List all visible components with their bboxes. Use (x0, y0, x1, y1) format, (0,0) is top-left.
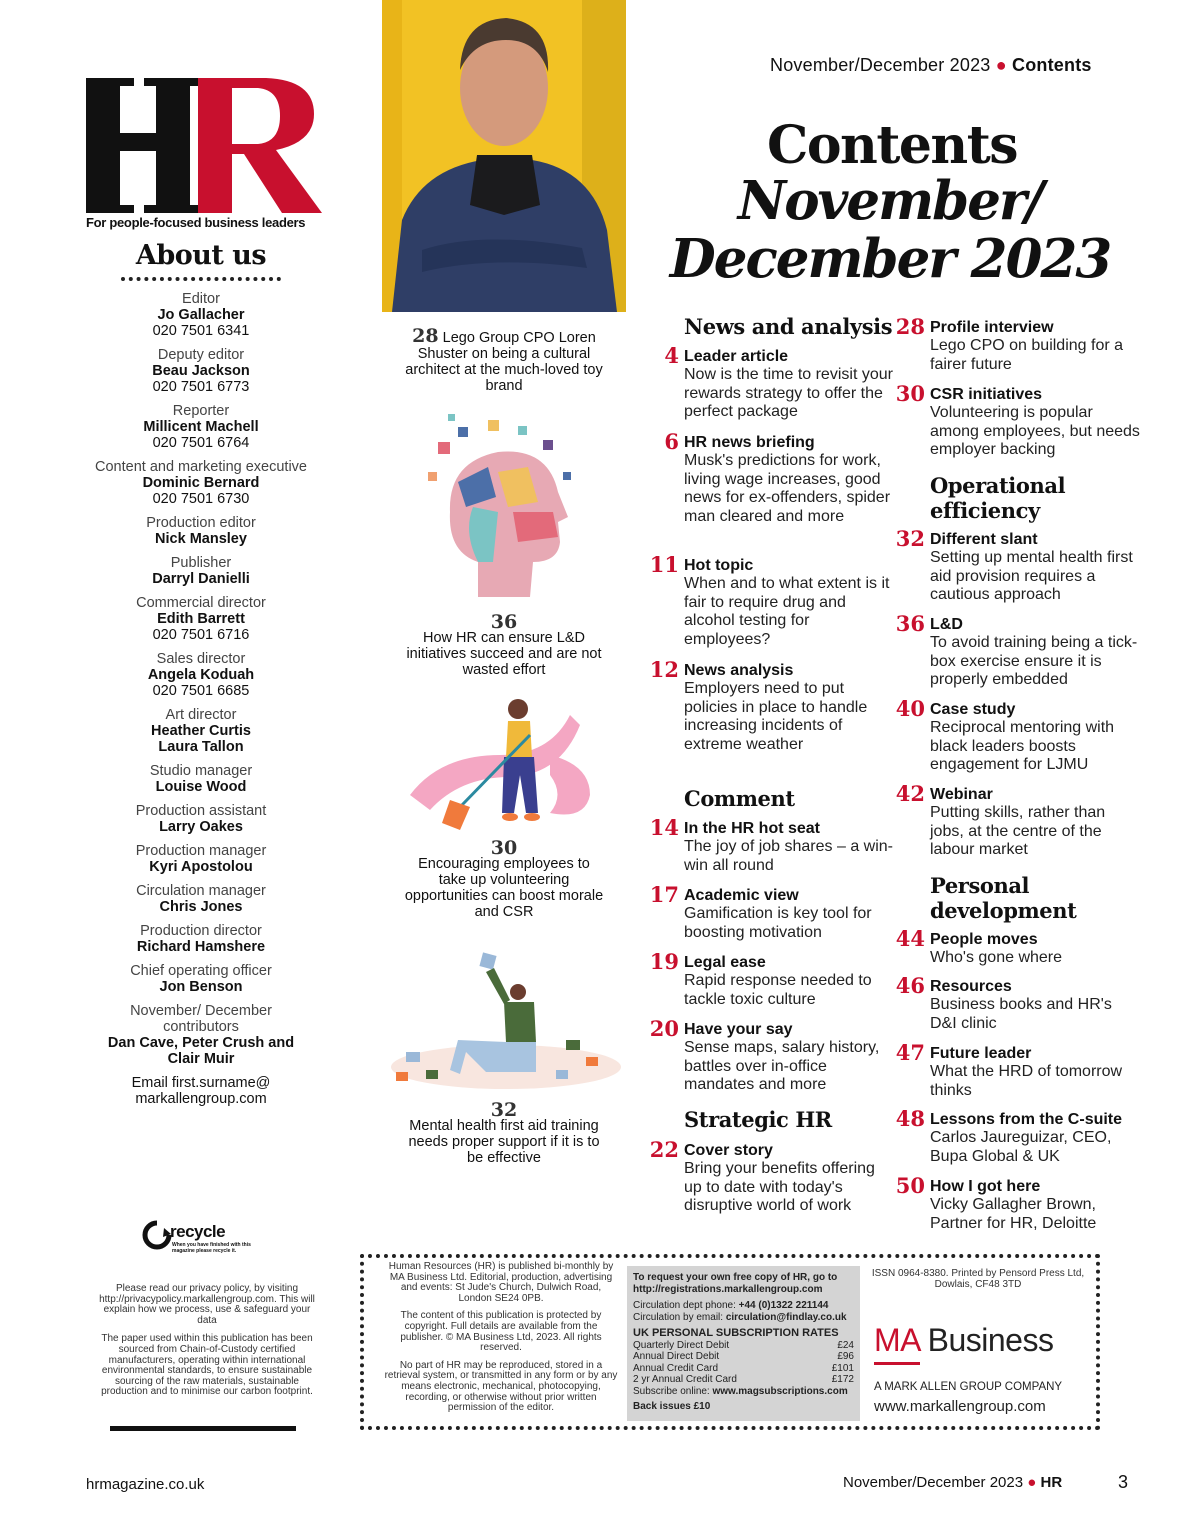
header-section: Contents (1012, 55, 1092, 75)
caption-ld (404, 611, 604, 678)
staff-list (95, 291, 307, 1067)
staff-name: Jon Benson (159, 979, 243, 995)
section-personal-development (930, 873, 1076, 923)
entry-description: Lego CPO on building for a fairer future (930, 337, 1124, 373)
cover-photo (382, 0, 626, 312)
section-line: development (930, 898, 1077, 923)
section-strategic-hr: Strategic HR (684, 1107, 832, 1132)
entry-page-number: 36 (895, 611, 925, 636)
about-title: About us (135, 240, 267, 271)
staff-phone: 020 7501 6764 (152, 435, 250, 451)
contents-subtitle-line1: November/ (737, 170, 1043, 232)
staff-entry (95, 515, 307, 547)
group-company: A MARK ALLEN GROUP COMPANY (874, 1381, 1063, 1393)
entry-description: What the HRD of tomorrow thinks (930, 1063, 1123, 1099)
staff-role: Circulation manager (136, 883, 266, 899)
staff-phone: 020 7501 6341 (152, 323, 250, 339)
publisher-text (384, 1262, 618, 1421)
staff-name: Kyri Apostolou (149, 859, 253, 875)
staff-phone: 020 7501 6773 (152, 379, 250, 395)
staff-role: Reporter (172, 403, 230, 419)
entry-title: Case study (930, 701, 1016, 718)
staff-phone: 020 7501 6685 (152, 683, 250, 699)
caption-text: Lego Group CPO Loren Shuster on being a cultural architect at the much-loved toy brand (405, 330, 603, 394)
rate-price: £24 (837, 1339, 854, 1351)
staff-role: Content and marketing executive (95, 459, 307, 475)
reproduction-text: No part of HR may be reproduced, stored in a retrieval system, or transmitted in any form or by any means electronic, mechanical, photocopying, recording, or otherwise without prior written permission of the editor. (384, 1359, 618, 1414)
footer-issue (843, 1474, 1062, 1491)
entry-title: News analysis (684, 662, 794, 679)
email-label: Email (131, 1075, 168, 1091)
entry-title: Hot topic (684, 557, 754, 574)
ma-logo-underline (874, 1362, 920, 1365)
entry-page-number: 6 (664, 429, 679, 454)
entry-page-number: 11 (649, 552, 679, 577)
contents-entry[interactable] (895, 314, 1140, 374)
entry-description: Now is the time to revisit your rewards strategy to offer the perfect package (684, 366, 893, 420)
entry-page-number: 4 (664, 343, 679, 368)
rate-row (633, 1351, 854, 1363)
staff-name: Darryl Danielli (152, 571, 250, 587)
entry-title: Webinar (930, 786, 993, 803)
entry-page-number: 19 (649, 949, 679, 974)
entry-description: When and to what extent is it fair to require drug and alcohol testing for employees? (684, 575, 890, 648)
staff-name: Laura Tallon (158, 739, 244, 755)
contents-entry[interactable] (649, 815, 894, 875)
puzzle-person-illustration (386, 952, 626, 1092)
entry-title: Leader article (684, 348, 789, 365)
contents-entry[interactable] (649, 882, 894, 942)
entry-title: In the HR hot seat (684, 820, 821, 837)
contents-entry[interactable] (895, 1106, 1140, 1166)
entry-description: Business books and HR's D&I clinic (930, 996, 1112, 1032)
contents-subtitle (660, 172, 1120, 288)
header-issue-date: November/December 2023 (770, 55, 991, 75)
staff-role: Art director (165, 707, 237, 723)
rate-row (633, 1340, 854, 1352)
caption-text: Mental health first aid training needs proper support if it is to be effective (408, 1118, 600, 1166)
staff-role: Production editor (146, 515, 256, 531)
entry-page-number: 32 (895, 526, 925, 551)
entry-title: HR news briefing (684, 434, 815, 451)
staff-entry (95, 651, 307, 699)
contents-entry[interactable] (895, 696, 1140, 775)
staff-phone: 020 7501 6716 (152, 627, 250, 643)
mosaic-head-illustration (418, 412, 588, 602)
entry-title: L&D (930, 616, 963, 633)
entry-description: Setting up mental health first aid provision requires a cautious approach (930, 549, 1133, 603)
caption-page: 36 (490, 611, 518, 633)
contents-title: Contents (766, 115, 1018, 176)
rate-label: Annual Credit Card (633, 1362, 719, 1374)
staff-role: Production director (140, 923, 262, 939)
request-text: To request your own free copy of HR, go to (633, 1272, 838, 1283)
staff-name: Jo Gallacher (157, 307, 245, 323)
contents-entry[interactable] (895, 611, 1140, 690)
staff-name: Angela Koduah (147, 667, 255, 683)
request-url[interactable]: http://registrations.markallengroup.com (633, 1283, 823, 1295)
contents-entry[interactable] (649, 949, 894, 1009)
rate-label: 2 yr Annual Credit Card (633, 1374, 737, 1385)
entry-page-number: 40 (895, 696, 925, 721)
staff-entry (95, 1003, 307, 1067)
section-line: efficiency (930, 498, 1040, 523)
entry-page-number: 28 (895, 314, 925, 339)
group-website[interactable]: www.markallengroup.com (874, 1398, 1046, 1415)
staff-name: Heather Curtis (151, 723, 251, 739)
staff-name: Millicent Machell (143, 419, 259, 435)
caption-page: 30 (490, 837, 518, 859)
staff-entry (95, 291, 307, 339)
entry-description: Musk's predictions for work, living wage increases, good news for ex-offenders, spider man cleared and more (684, 452, 891, 525)
staff-entry (95, 763, 307, 795)
recycle-note: When you have finished with this magazine please recycle it. (172, 1242, 251, 1254)
page-number: 3 (1118, 1472, 1129, 1492)
online-url[interactable]: www.magsubscriptions.com (712, 1385, 848, 1397)
contents-entry[interactable] (895, 973, 1140, 1033)
recycle-icon (142, 1220, 172, 1250)
privacy-policy-text: Please read our privacy policy, by visiting http://privacypolicy.markallengroup.com. This will explain how we process, use & safeguard your data (99, 1283, 315, 1326)
contents-entry[interactable] (895, 526, 1140, 605)
entry-title: How I got here (930, 1178, 1041, 1195)
entry-description: Gamification is key tool for boosting motivation (684, 905, 872, 941)
staff-role: Production manager (135, 843, 267, 859)
ma-logo-mark: MA (874, 1322, 920, 1358)
privacy-notice (96, 1284, 318, 1406)
entry-page-number: 20 (649, 1016, 679, 1041)
entry-title: CSR initiatives (930, 386, 1043, 403)
caption-cover (404, 325, 604, 394)
entry-description: Sense maps, salary history, battles over in-office mandates and more (684, 1039, 880, 1093)
staff-entry (95, 459, 307, 507)
staff-role: Deputy editor (157, 347, 245, 363)
staff-role: Commercial director (136, 595, 266, 611)
entry-page-number: 42 (895, 781, 925, 806)
staff-entry (95, 883, 307, 915)
staff-entry (95, 707, 307, 755)
entry-description: Who's gone where (930, 949, 1063, 966)
staff-email (95, 1075, 307, 1107)
rate-row (633, 1374, 854, 1386)
staff-role: Editor (182, 291, 220, 307)
footer-issue-date: November/December 2023 (843, 1474, 1024, 1491)
hr-logo (86, 78, 326, 213)
caption-page: 32 (490, 1099, 518, 1121)
online-label: Subscribe online: (633, 1385, 710, 1397)
phone-number: +44 (0)1322 221144 (738, 1300, 829, 1311)
entry-description: Vicky Gallagher Brown, Partner for HR, Deloitte (930, 1196, 1097, 1232)
contents-subtitle-line2: December 2023 (669, 228, 1111, 290)
entry-page-number: 17 (649, 882, 679, 907)
rate-label: Annual Direct Debit (633, 1351, 720, 1362)
rate-price: £101 (831, 1362, 854, 1374)
entry-page-number: 22 (649, 1137, 679, 1162)
section-operational-efficiency (930, 473, 1065, 523)
issn-printer: ISSN 0964-8380. Printed by Pensord Press Ltd, Dowlais, CF48 3TD (871, 1268, 1085, 1290)
rate-row (633, 1363, 854, 1375)
entry-description: Carlos Jaureguizar, CEO, Bupa Global & UK (930, 1129, 1112, 1165)
footer-mag: HR (1040, 1474, 1063, 1491)
caption-text: How HR can ensure L&D initiatives succeed and are not wasted effort (406, 630, 602, 678)
entry-title: Future leader (930, 1045, 1032, 1062)
contents-entry[interactable] (649, 1137, 894, 1216)
rate-price: £96 (837, 1351, 854, 1362)
entry-description: The joy of job shares – a win-win all round (684, 838, 893, 874)
contents-entry[interactable] (664, 343, 894, 422)
staff-entry (95, 595, 307, 643)
staff-entry (95, 403, 307, 451)
staff-name: Larry Oakes (159, 819, 243, 835)
contents-entry[interactable] (895, 381, 1140, 460)
staff-role: Sales director (156, 651, 246, 667)
contents-entry[interactable] (649, 1016, 894, 1095)
copyright-text: The content of this publication is protected by copyright. Full details are available from the publisher. © MA Business Ltd, 2023. All rights reserved. (400, 1310, 602, 1354)
rate-price: £172 (831, 1374, 854, 1385)
staff-name: Nick Mansley (155, 531, 247, 547)
divider-bar (110, 1426, 296, 1431)
dotted-divider (121, 277, 281, 281)
entry-page-number: 30 (895, 381, 925, 406)
entry-title: Different slant (930, 531, 1038, 548)
bullet-icon: ● (1027, 1474, 1037, 1491)
staff-name: Chris Jones (159, 899, 243, 915)
caption-mental-health (404, 1099, 604, 1166)
back-issues: Back issues £10 (633, 1401, 711, 1412)
contents-entry[interactable] (895, 1040, 1140, 1100)
staff-role: November/ December contributors (130, 1003, 272, 1035)
entry-page-number: 44 (895, 926, 925, 951)
staff-entry (95, 843, 307, 875)
entry-page-number: 48 (895, 1106, 925, 1131)
caption-text: Encouraging employees to take up volunteering opportunities can boost morale and CSR (404, 856, 604, 920)
rates-title: UK PERSONAL SUBSCRIPTION RATES (633, 1327, 839, 1339)
entry-title: People moves (930, 931, 1038, 948)
circ-email-label: Circulation by email: (633, 1311, 724, 1323)
entry-title: Cover story (684, 1142, 773, 1159)
staff-entry (95, 923, 307, 955)
subscription-panel (627, 1266, 860, 1421)
contents-entry[interactable] (649, 657, 894, 754)
staff-name: Louise Wood (155, 779, 247, 795)
entry-description: Rapid response needed to tackle toxic culture (684, 972, 872, 1008)
section-news-analysis: News and analysis (684, 314, 893, 339)
recycle-word: recycle (170, 1222, 226, 1241)
staff-name: Dominic Bernard (142, 475, 260, 491)
entry-description: Reciprocal mentoring with black leaders boosts engagement for LJMU (930, 719, 1115, 773)
staff-name: Dan Cave, Peter Crush and Clair Muir (107, 1035, 295, 1067)
entry-page-number: 50 (895, 1173, 925, 1198)
staff-entry (95, 803, 307, 835)
contents-entry[interactable] (895, 1173, 1140, 1233)
publisher-details: Human Resources (HR) is published bi-monthly by MA Business Ltd. Editorial, production, advertising and events: St Jude's Church, Dulwich Road, London SE24 0PB. (388, 1261, 614, 1304)
header-issue (770, 55, 1092, 76)
entry-page-number: 47 (895, 1040, 925, 1065)
entry-title: Resources (930, 978, 1012, 995)
staff-name: Richard Hamshere (136, 939, 266, 955)
entry-description: Employers need to put policies in place to handle increasing incidents of extreme weather (684, 680, 868, 753)
staff-name: Beau Jackson (152, 363, 250, 379)
staff-entry (95, 347, 307, 395)
entry-description: Putting skills, rather than jobs, at the centre of the labour market (930, 804, 1106, 858)
staff-name: Edith Barrett (157, 611, 245, 627)
section-line: Operational (930, 473, 1066, 498)
footer-site[interactable]: hrmagazine.co.uk (86, 1476, 205, 1493)
entry-page-number: 14 (649, 815, 679, 840)
staff-phone: 020 7501 6730 (152, 491, 250, 507)
entry-title: Academic view (684, 887, 799, 904)
section-comment: Comment (684, 786, 795, 811)
entry-description: To avoid training being a tick-box exercise ensure it is properly embedded (930, 634, 1138, 688)
entry-page-number: 12 (649, 657, 679, 682)
entry-title: Have your say (684, 1021, 793, 1038)
entry-title: Profile interview (930, 319, 1054, 336)
caption-volunteering (404, 837, 604, 920)
rate-label: Quarterly Direct Debit (633, 1339, 730, 1351)
entry-title: Lessons from the C-suite (930, 1111, 1123, 1128)
paper-sourcing-text: The paper used within this publication has been sourced from Chain-of-Custody certified manufacturers, operating within international environmental standards, to ensure sustainable sourcing of the raw materials, sustainable production and to minimise our carbon footprint. (101, 1333, 313, 1398)
ma-business-logo (874, 1322, 1053, 1359)
contents-entry[interactable] (664, 429, 894, 526)
email-address: first.surname@ markallengroup.com (135, 1075, 271, 1107)
section-line: Personal (930, 873, 1030, 898)
recycle-badge (142, 1218, 262, 1258)
ma-logo-word: Business (919, 1322, 1054, 1358)
staff-role: Publisher (170, 555, 232, 571)
staff-entry (95, 555, 307, 587)
logo-tagline: For people-focused business leaders (86, 215, 306, 230)
about-us-column (95, 240, 307, 1115)
circ-email[interactable]: circulation@findlay.co.uk (725, 1311, 847, 1323)
contents-entry[interactable] (649, 552, 894, 649)
staff-role: Studio manager (149, 763, 253, 779)
caption-page: 28 (412, 325, 439, 347)
entry-description: Bring your benefits offering up to date with today's disruptive world of work (684, 1160, 875, 1214)
contents-entry[interactable] (895, 926, 1140, 968)
phone-label: Circulation dept phone: (633, 1300, 736, 1311)
entry-description: Volunteering is popular among employees, but needs employer backing (930, 404, 1140, 458)
staff-role: Production assistant (135, 803, 267, 819)
entry-page-number: 46 (895, 973, 925, 998)
volunteer-sweeping-illustration (400, 695, 610, 835)
staff-role: Chief operating officer (130, 963, 272, 979)
staff-entry (95, 963, 307, 995)
contents-entry[interactable] (895, 781, 1140, 860)
bullet-icon: ● (995, 55, 1007, 75)
entry-title: Legal ease (684, 954, 766, 971)
